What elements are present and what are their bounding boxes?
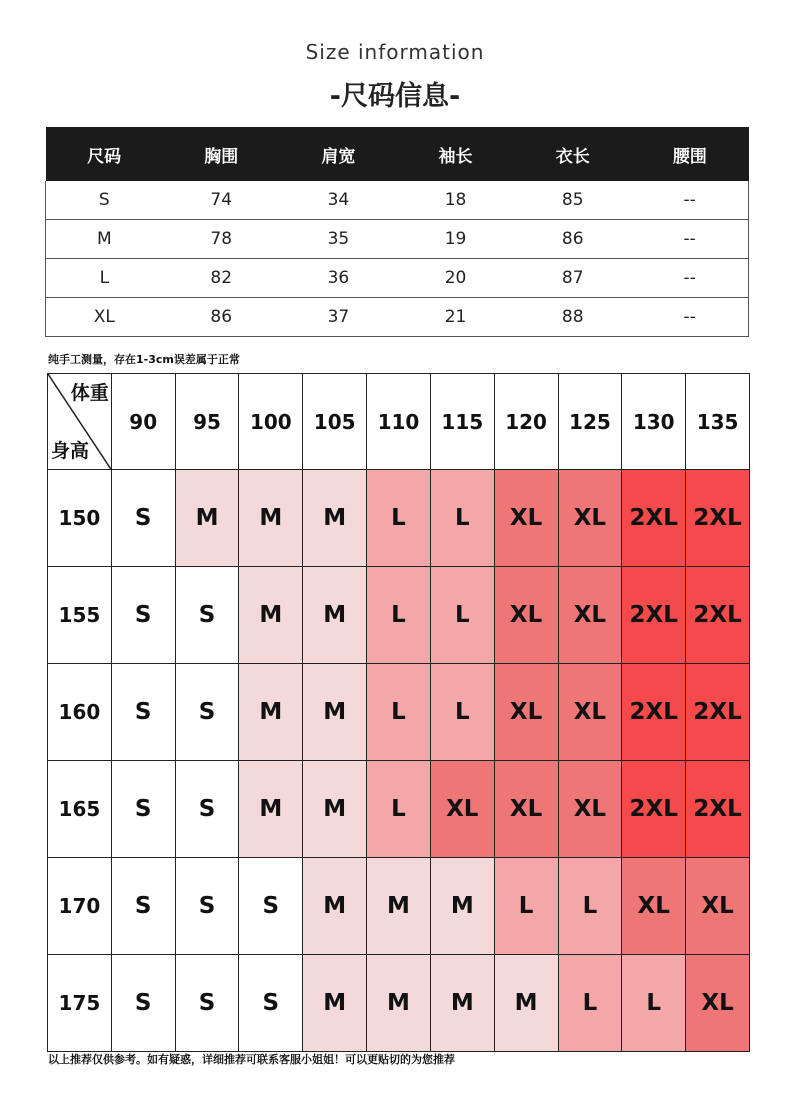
table-row: [48, 470, 750, 567]
size-cell: 2XL: [686, 761, 750, 858]
weight-header: 130: [622, 374, 686, 470]
table-cell: S: [46, 181, 163, 220]
column-header: 袖长: [397, 127, 514, 181]
size-cell: S: [239, 955, 303, 1052]
table-cell: 74: [163, 181, 280, 220]
table-row: [46, 259, 749, 298]
table-row: [48, 858, 750, 955]
size-cell: S: [175, 664, 239, 761]
size-cell: S: [111, 955, 175, 1052]
size-cell: XL: [494, 567, 558, 664]
size-cell: XL: [686, 955, 750, 1052]
table-cell: --: [631, 181, 748, 220]
table-row: [46, 181, 749, 220]
size-cell: M: [303, 664, 367, 761]
size-cell: L: [558, 955, 622, 1052]
size-cell: M: [430, 955, 494, 1052]
table-cell: --: [631, 220, 748, 259]
table-row: [48, 955, 750, 1052]
size-cell: S: [111, 858, 175, 955]
size-cell: S: [175, 761, 239, 858]
size-recommendation-table: [47, 373, 750, 1052]
weight-header: 100: [239, 374, 303, 470]
size-cell: S: [239, 858, 303, 955]
table-cell: --: [631, 298, 748, 337]
size-cell: XL: [686, 858, 750, 955]
height-cell: 155: [48, 567, 112, 664]
table-row: [46, 220, 749, 259]
size-cell: S: [111, 664, 175, 761]
corner-header: [48, 374, 112, 470]
table-cell: 82: [163, 259, 280, 298]
size-cell: M: [175, 470, 239, 567]
table-cell: L: [46, 259, 163, 298]
height-cell: 175: [48, 955, 112, 1052]
table-cell: 18: [397, 181, 514, 220]
size-cell: M: [367, 955, 431, 1052]
height-cell: 165: [48, 761, 112, 858]
size-cell: L: [430, 470, 494, 567]
table-cell: XL: [46, 298, 163, 337]
size-cell: M: [303, 567, 367, 664]
size-cell: XL: [494, 664, 558, 761]
size-cell: M: [303, 470, 367, 567]
size-cell: L: [558, 858, 622, 955]
size-cell: S: [111, 567, 175, 664]
table-cell: 78: [163, 220, 280, 259]
table-cell: 37: [280, 298, 397, 337]
column-header: 衣长: [514, 127, 631, 181]
size-cell: XL: [558, 664, 622, 761]
size-cell: S: [111, 761, 175, 858]
weight-header: 120: [494, 374, 558, 470]
height-label: 身高: [51, 440, 90, 462]
table-cell: M: [46, 220, 163, 259]
table-cell: 85: [514, 181, 631, 220]
size-cell: L: [367, 567, 431, 664]
size-cell: S: [175, 567, 239, 664]
weight-header: 105: [303, 374, 367, 470]
size-cell: S: [111, 470, 175, 567]
table-cell: 34: [280, 181, 397, 220]
table-row: [48, 664, 750, 761]
size-cell: L: [494, 858, 558, 955]
size-cell: M: [239, 567, 303, 664]
size-cell: L: [367, 761, 431, 858]
size-cell: 2XL: [686, 567, 750, 664]
footer-note: 以上推荐仅供参考。如有疑惑，详细推荐可联系客服小姐姐！可以更贴切的为您推荐: [48, 1053, 455, 1066]
size-cell: 2XL: [622, 567, 686, 664]
size-information-table: [45, 127, 749, 337]
size-cell: M: [430, 858, 494, 955]
size-cell: XL: [558, 470, 622, 567]
size-cell: M: [239, 761, 303, 858]
size-cell: M: [303, 858, 367, 955]
table-row: [48, 567, 750, 664]
size-cell: L: [430, 567, 494, 664]
size-cell: XL: [494, 761, 558, 858]
size-cell: 2XL: [622, 470, 686, 567]
column-header: 腰围: [631, 127, 748, 181]
table-cell: 21: [397, 298, 514, 337]
size-cell: M: [303, 761, 367, 858]
table-cell: 35: [280, 220, 397, 259]
column-header: 胸围: [163, 127, 280, 181]
size-cell: XL: [558, 761, 622, 858]
size-cell: 2XL: [686, 470, 750, 567]
size-cell: XL: [494, 470, 558, 567]
size-cell: M: [367, 858, 431, 955]
table-cell: 87: [514, 259, 631, 298]
column-header: 尺码: [46, 127, 163, 181]
size-cell: M: [239, 470, 303, 567]
table-cell: 86: [514, 220, 631, 259]
size-cell: M: [239, 664, 303, 761]
size-cell: M: [494, 955, 558, 1052]
size-cell: 2XL: [622, 761, 686, 858]
table-cell: 88: [514, 298, 631, 337]
title-chinese: -尺码信息-: [329, 81, 461, 112]
size-cell: XL: [430, 761, 494, 858]
weight-header: 125: [558, 374, 622, 470]
table-cell: 19: [397, 220, 514, 259]
table-cell: 86: [163, 298, 280, 337]
weight-header: 115: [430, 374, 494, 470]
weight-header: 90: [111, 374, 175, 470]
table-cell: 20: [397, 259, 514, 298]
size-cell: S: [175, 858, 239, 955]
table-row: [48, 761, 750, 858]
weight-label: 体重: [70, 382, 109, 404]
column-header: 肩宽: [280, 127, 397, 181]
size-cell: 2XL: [686, 664, 750, 761]
height-cell: 170: [48, 858, 112, 955]
table-row: [46, 298, 749, 337]
size-cell: XL: [622, 858, 686, 955]
weight-header: 110: [367, 374, 431, 470]
size-cell: 2XL: [622, 664, 686, 761]
size-cell: XL: [558, 567, 622, 664]
size-cell: S: [175, 955, 239, 1052]
weight-header: 95: [175, 374, 239, 470]
size-cell: L: [622, 955, 686, 1052]
weight-header: 135: [686, 374, 750, 470]
size-cell: M: [303, 955, 367, 1052]
size-cell: L: [430, 664, 494, 761]
title-english: Size information: [305, 40, 485, 64]
height-cell: 150: [48, 470, 112, 567]
measurement-note: 纯手工测量，存在1-3cm误差属于正常: [48, 353, 240, 366]
size-cell: L: [367, 664, 431, 761]
table-cell: 36: [280, 259, 397, 298]
table-cell: --: [631, 259, 748, 298]
height-cell: 160: [48, 664, 112, 761]
size-cell: L: [367, 470, 431, 567]
